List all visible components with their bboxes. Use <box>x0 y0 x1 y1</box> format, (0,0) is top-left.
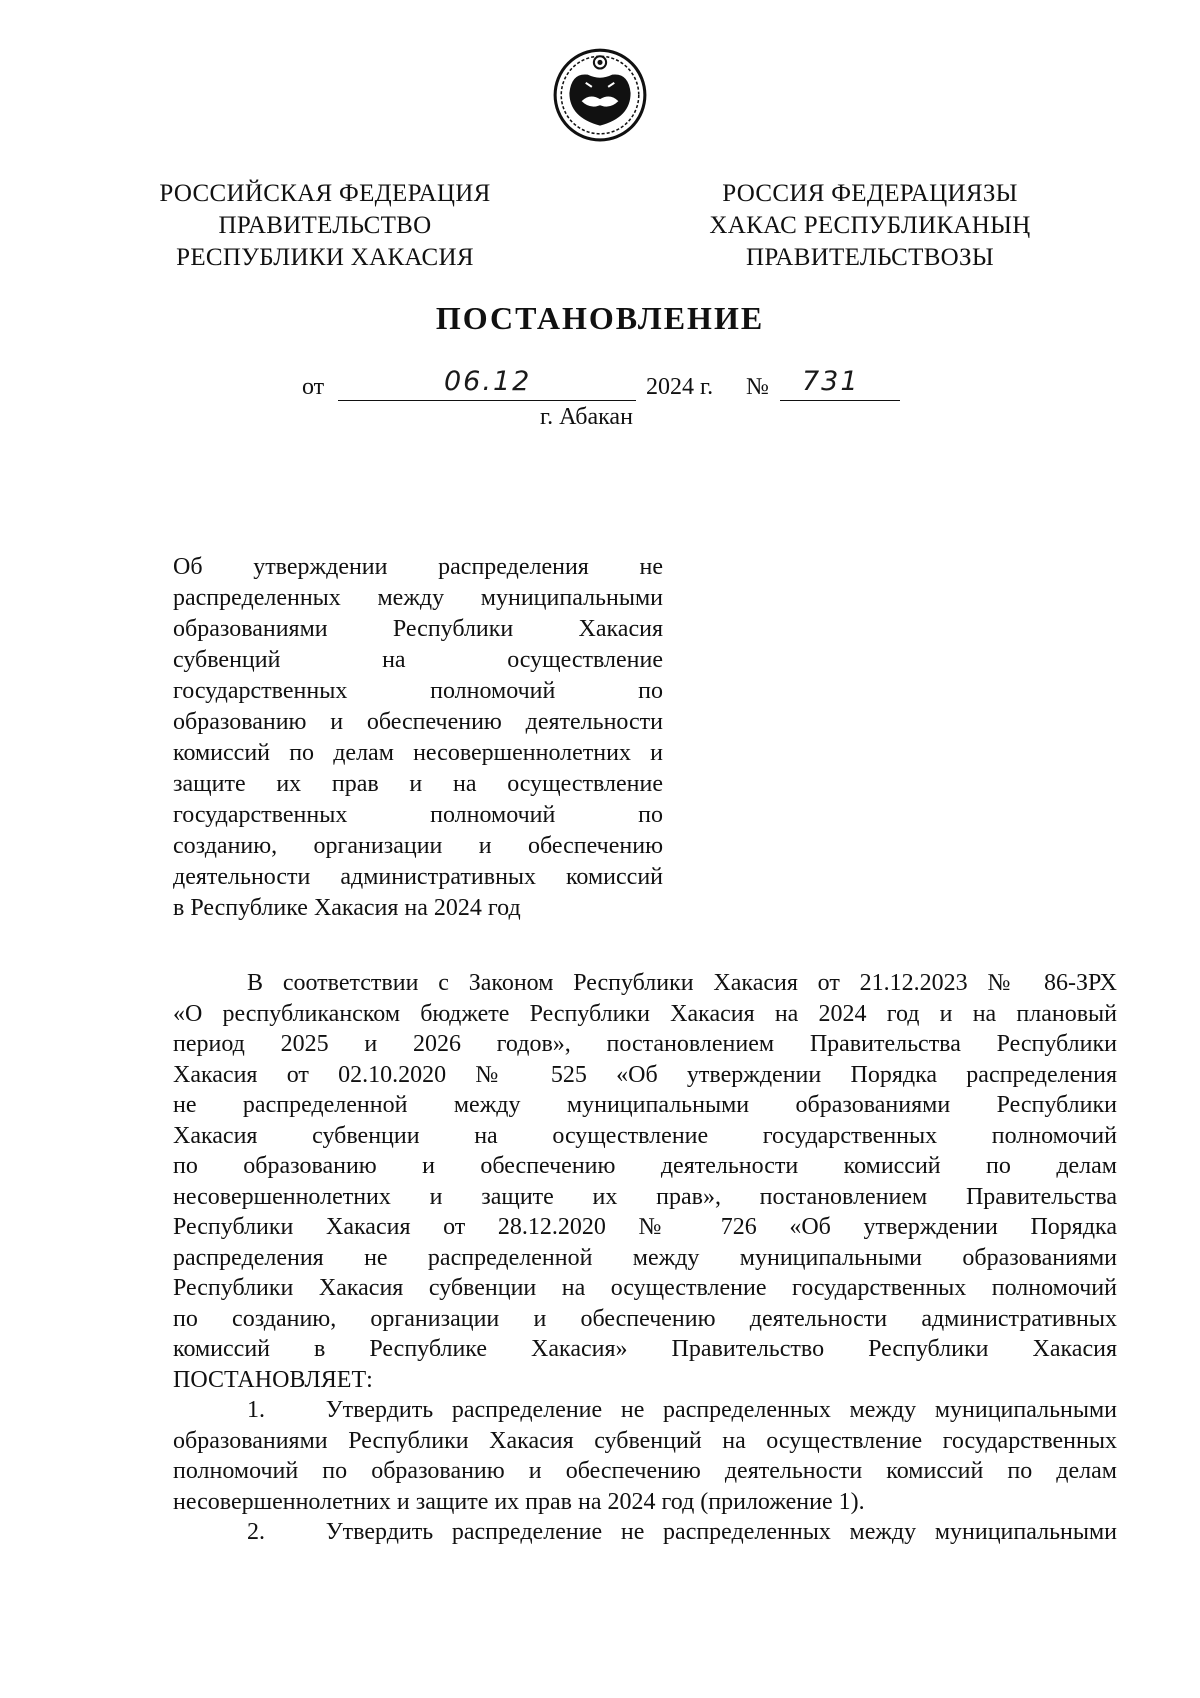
item-1-first-text: Утвердить распределение не распределенных между муниципальными <box>325 1397 1118 1423</box>
header-right-line: РОССИЯ ФЕДЕРАЦИЯЗЫ <box>722 180 1018 207</box>
item-2-first-line <box>173 1517 1117 1548</box>
header-left-line: РОССИЙСКАЯ ФЕДЕРАЦИЯ <box>159 180 491 207</box>
header-left-line: РЕСПУБЛИКИ ХАКАСИЯ <box>176 244 474 271</box>
preamble-line: по созданию, организации и обеспечению деятельности административных <box>173 1305 1117 1332</box>
subject-line: Об утверждении распределения не <box>173 554 663 580</box>
item-1-number: 1. <box>247 1397 265 1423</box>
header-right-line: ПРАВИТЕЛЬСТВОЗЫ <box>746 244 994 271</box>
preamble-line: Республики Хакасия субвенции на осуществление государственных полномочий <box>173 1275 1117 1301</box>
item-1-line: образованиями Республики Хакасия субвенций на осуществление государственных <box>173 1427 1117 1454</box>
issuer-header-khakas <box>680 178 1060 274</box>
preamble-line: не распределенной между муниципальными образованиями Республики <box>173 1092 1117 1118</box>
subject-line: государственных полномочий по <box>173 678 663 704</box>
handwritten-number: 731 <box>802 366 860 397</box>
item-1-line: полномочий по образованию и обеспечению деятельности комиссий по делам <box>173 1458 1117 1484</box>
subject-line: образованию и обеспечению деятельности <box>173 709 663 735</box>
subject-line: распределенных между муниципальными <box>173 585 663 611</box>
preamble-line: В соответствии с Законом Республики Хакасия от 21.12.2023 № 86-ЗРХ <box>247 970 1117 996</box>
document-body <box>173 968 1117 1548</box>
preamble-line: период 2025 и 2026 годов», постановлением Правительства Республики <box>173 1031 1117 1057</box>
preamble-line: комиссий в Республике Хакасия» Правительство Республики Хакасия <box>173 1336 1117 1362</box>
city-label: г. Абакан <box>540 404 633 430</box>
year-label: 2024 г. <box>646 374 714 400</box>
handwritten-date: 06.12 <box>444 366 532 397</box>
subject-line: созданию, организации и обеспечению <box>173 833 663 859</box>
subject-line: защите их прав и на осуществление <box>173 771 663 797</box>
subject-line: комиссий по делам несовершеннолетних и <box>173 740 663 766</box>
subject-line: образованиями Республики Хакасия <box>173 616 663 642</box>
item-1-first-line <box>173 1395 1117 1426</box>
preamble-line: несовершеннолетних и защите их прав», постановлением Правительства <box>173 1183 1117 1210</box>
coat-of-arms-emblem <box>549 42 651 144</box>
preamble-line: по образованию и обеспечению деятельности комиссий по делам <box>173 1153 1117 1179</box>
issuer-header-russian <box>150 178 500 274</box>
item-1-line: несовершеннолетних и защите их прав на 2024 год (приложение 1). <box>173 1488 865 1515</box>
subject-line: субвенций на осуществление <box>173 647 663 673</box>
date-field <box>338 366 636 401</box>
preamble-line: «О республиканском бюджете Республики Хакасия на 2024 год и на плановый <box>173 1000 1117 1027</box>
item-2-first-text: Утвердить распределение не распределенных между муниципальными <box>325 1519 1118 1545</box>
subject-line: в Республике Хакасия на 2024 год <box>173 895 521 921</box>
preamble-line: Хакасия субвенции на осуществление государственных полномочий <box>173 1122 1117 1149</box>
number-field <box>780 366 900 401</box>
header-right-line: ХАКАС РЕСПУБЛИКАНЫҢ <box>709 212 1031 239</box>
preamble-line: Республики Хакасия от 28.12.2020 № 726 «Об утверждении Порядка <box>173 1214 1117 1240</box>
item-2-number: 2. <box>247 1519 265 1545</box>
document-subject <box>173 552 663 924</box>
preamble-line: Хакасия от 02.10.2020 № 525 «Об утверждении Порядка распределения <box>173 1061 1117 1088</box>
subject-line: государственных полномочий по <box>173 802 663 828</box>
header-left-line: ПРАВИТЕЛЬСТВО <box>218 212 432 239</box>
subject-line: деятельности административных комиссий <box>173 864 663 890</box>
preamble-line: ПОСТАНОВЛЯЕТ: <box>173 1366 373 1393</box>
number-sign: № <box>746 374 769 400</box>
document-type-title: ПОСТАНОВЛЕНИЕ <box>435 300 765 336</box>
preamble-line: распределения не распределенной между муниципальными образованиями <box>173 1244 1117 1271</box>
date-prefix: от <box>302 374 325 400</box>
